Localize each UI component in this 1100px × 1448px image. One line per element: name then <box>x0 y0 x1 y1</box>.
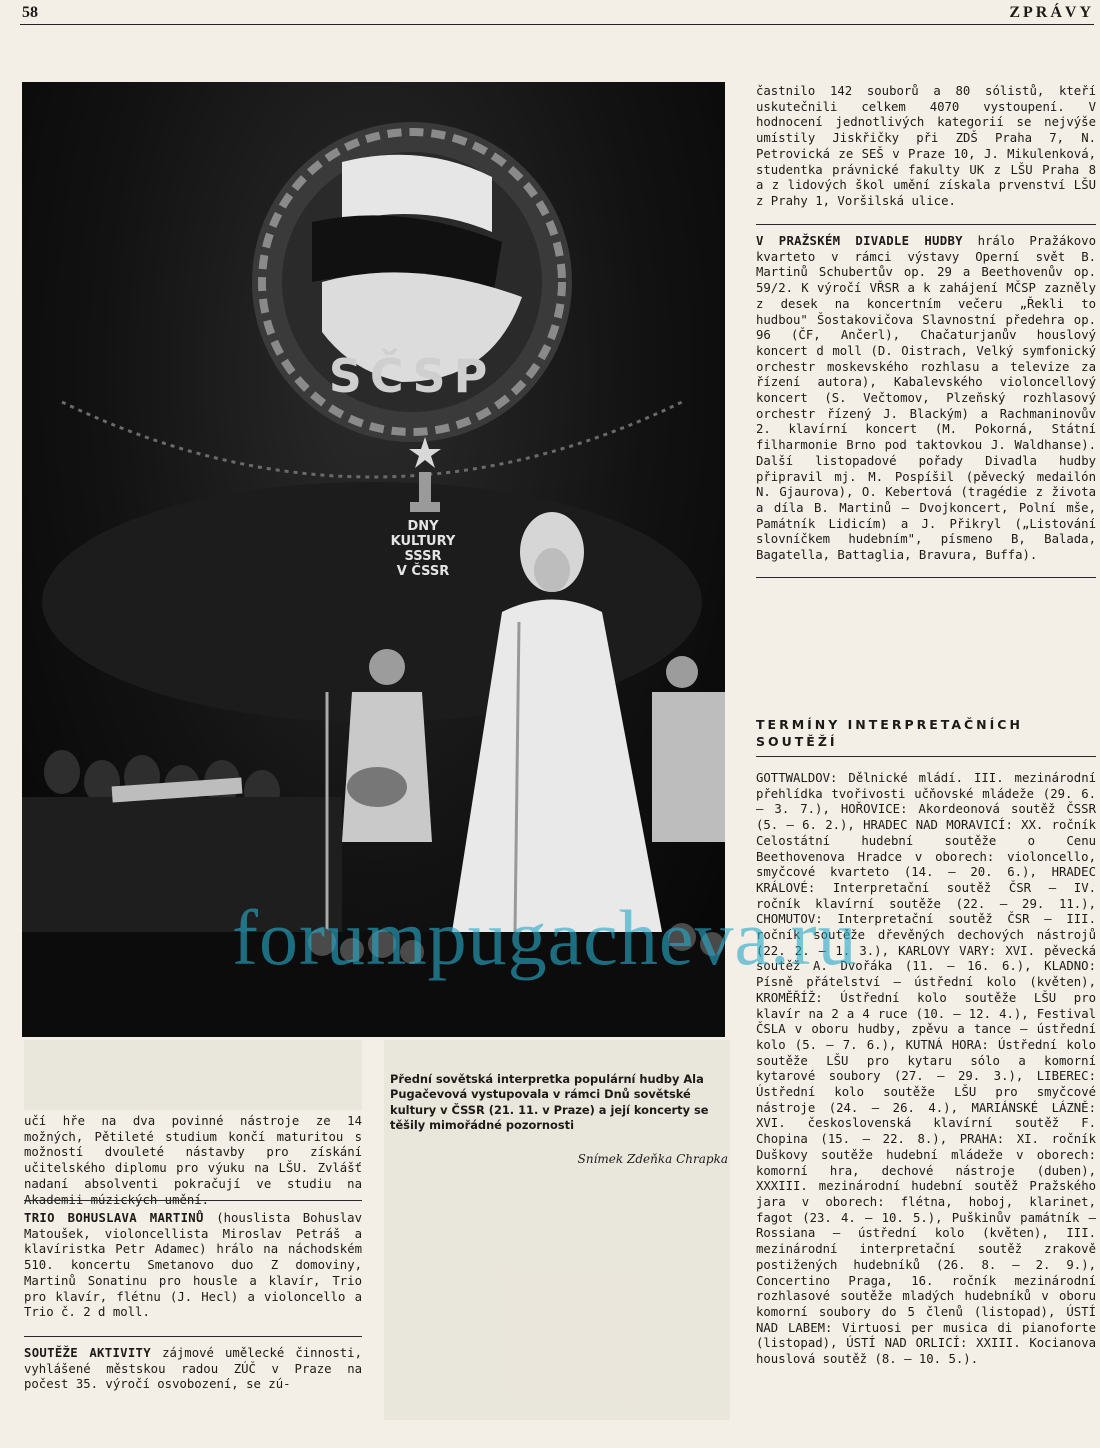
emblem-letters: SČSP <box>328 349 496 403</box>
svg-text:DNY: DNY <box>407 519 439 534</box>
article-souteze <box>24 1346 362 1393</box>
article-terms: GOTTWALDOV: Dělnické mládí. III. mezinárodní přehlídka tvořivosti učňovské mládeže (29. 6. — 3. 7.), HOŘOVICE: Akordeonová soutěž ČSSR (5. — 6. 2.), HRADEC NAD MORAVICÍ: XX. ročník Celostátní hudební soutěže o Cenu Beethovenova Hradce v oborech: violoncello, smyčcové kvarteto (14. — 20. 6.), HRADEC KRÁLOVÉ: Interpretační soutěž ČSR — IV. ročník klavírní soutěže (22. — 29. 11.), CHOMUTOV: Interpretační soutěž ČSR — III. ročník soutěže dřevěných dechových nástrojů (22. 2. — 1. 3.), KARLOVY VARY: XVI. pěvecká soutěž A. Dvořáka (11. — 16. 6.), KLADNO: Písně přátelství — ústřední kolo (květen), KROMĚŘÍŽ: Ústřední kolo soutěže LŠU pro klavír na 2 a 4 ruce (10. — 12. 4.), Festival ČSLA v oboru hudby, zpěvu a tance — ústřední kolo (5. — 7. 6.), KUTNÁ HORA: Ústřední kolo soutěže LŠU pro kytaru sólo a komorní kytarové soubory (27. — 29. 3.), LIBEREC: Ústřední kolo soutěže LŠU pro smyčcové nástroje (24. — 26. 4.), MARIÁNSKÉ LÁZNĚ: XVI. československá klavírní soutěž F. Chopina (15. — 22. 8.), PRAHA: XI. ročník Duškovy soutěže hudební mládeže v oborech: komorní hra, dechové nástroje (duben), XXXIII. mezinárodní hudební soutěž Pražského jara v oborech: flétna, hoboj, klarinet, fagot (23. 4. — 10. 5.), Puškinův památník — Rossiana — ústřední kolo (květen), III. mezinárodní interpretační soutěž zrakově postižených hudebníků (26. 8. — 2. 9.), Concertino Praga, 16. ročník mezinárodní rozhlasové soutěže mladých hudebníků v oboru komorní soubory do 5 členů (listopad), ÚSTÍ NAD LABEM: Virtuosi per musica di pianoforte (listopad), ÚSTÍ NAD ORLICÍ: XXIII. Kocianova houslová soutěž (8. — 10. 5.). <box>756 771 1096 1367</box>
faded-bleed-text <box>24 1040 362 1110</box>
article-continuation: častnilo 142 souborů a 80 sólistů, kteří uskutečnili celkem 4070 vystoupení. V hodnocení jednotlivých kategorií se nejvýše umístily Jiskřičky při ZDŠ Praha 7, N. Petrovická ze SEŠ v Praze 10, J. Mikulenková, studentka právnické fakulty UK z LŠU Praha 8 a z lidových škol umění získala prvenství LŠU z Prahy 1, Voršilská ulice. <box>756 84 1096 208</box>
article-lead: SOUTĚŽE AKTIVITY <box>24 1346 151 1360</box>
article-lead: V PRAŽSKÉM DIVADLE HUDBY <box>756 234 963 248</box>
photo-caption: Přední sovětská interpretka populární hudby Ala Pugačevová vystupovala v rámci Dnů sovětské kultury v ČSSR (21. 11. v Praze) a její koncerty se těšily mimořádné pozornosti <box>390 1072 709 1132</box>
article-school: učí hře na dva povinné nástroje ze 14 možných, Pětileté studium končí maturitou s možností dvouleté nástavby pro získání učitelského diplomu pro výuku na LŠU. Zvlášť nadaní absolventi pokračují ve studiu na Akademii múzických umění. <box>24 1114 362 1207</box>
article-trio <box>24 1211 362 1321</box>
guitarist-right <box>652 656 725 842</box>
svg-text:V ČSSR: V ČSSR <box>396 564 450 579</box>
svg-text:KULTURY: KULTURY <box>390 534 456 549</box>
article-body: (houslista Bohuslav Matoušek, violoncellista Miroslav Petráš a klavíristka Petr Adamec) hrálo na náchodském 510. koncertu Smetanovo duo Z domoviny, Martinů Sonatinu pro housle a klavír, Trio pro klavír, flétnu (J. Hecl) a violoncello a Trio č. 2 d moll. <box>24 1211 362 1320</box>
page-header <box>0 0 1100 30</box>
terms-heading: TERMÍNY INTERPRETAČNÍCH SOUTĚŽÍ <box>756 717 1023 749</box>
article-lead: TRIO BOHUSLAVA MARTINŮ <box>24 1211 204 1225</box>
svg-text:SSSR: SSSR <box>404 549 442 564</box>
column-divider <box>756 756 1096 757</box>
column-divider <box>756 577 1096 578</box>
column-divider <box>24 1336 362 1337</box>
section-title: ZPRÁVY <box>1009 4 1094 21</box>
page-number: 58 <box>22 4 38 21</box>
article-divadlo-hudby <box>756 234 1096 564</box>
article-body: zájmové umělecké činnosti, vyhlášené městskou radou ZÚČ v Praze na počest 35. výročí osvobození, se zú- <box>24 1346 362 1392</box>
photo-credit: Snímek Zdeňka Chrapka <box>577 1152 728 1166</box>
article-body: hrálo Pražákovo kvarteto v rámci výstavy Operní svět B. Martinů Schubertův op. 29 a Beethovenův op. 59/2. K výročí VŘSR a k zahájení MČSP zazněly z desek na koncertním večeru „Řekli to hudbou" Šostakovičova Slavnostní předehra op. 96 (ČF, Ančerl), Chačaturjanův houslový koncert d moll (D. Oistrach, Velký symfonický orchestr moskevského rozhlasu a televize za řízení autora), Kabalevského violoncellový koncert (S. Večtomov, Plzeňský rozhlasový orchestr řízený J. Blackým) a Rachmaninovův 2. klavírní koncert (M. Pokorná, Státní filharmonie Brno pod taktovkou J. Waldhanse). Další listopadové pořady Divadla hudby připravil mj. M. Pospíšil (pěvecký medailón N. Gjaurova), O. Kebertová (tragédie z života a díla B. Martinů — Dvojkoncert, Polní mše, Památník Lidicím) a J. Přikryl („Listování slovníčkem hudebním", písmeno B, Balada, Bagatella, Battaglia, Bravura, Buffa). <box>756 234 1096 563</box>
header-rule <box>20 24 1094 25</box>
column-divider <box>24 1200 362 1201</box>
watermark: forumpugacheva.ru <box>232 894 858 981</box>
column-divider <box>756 224 1096 225</box>
